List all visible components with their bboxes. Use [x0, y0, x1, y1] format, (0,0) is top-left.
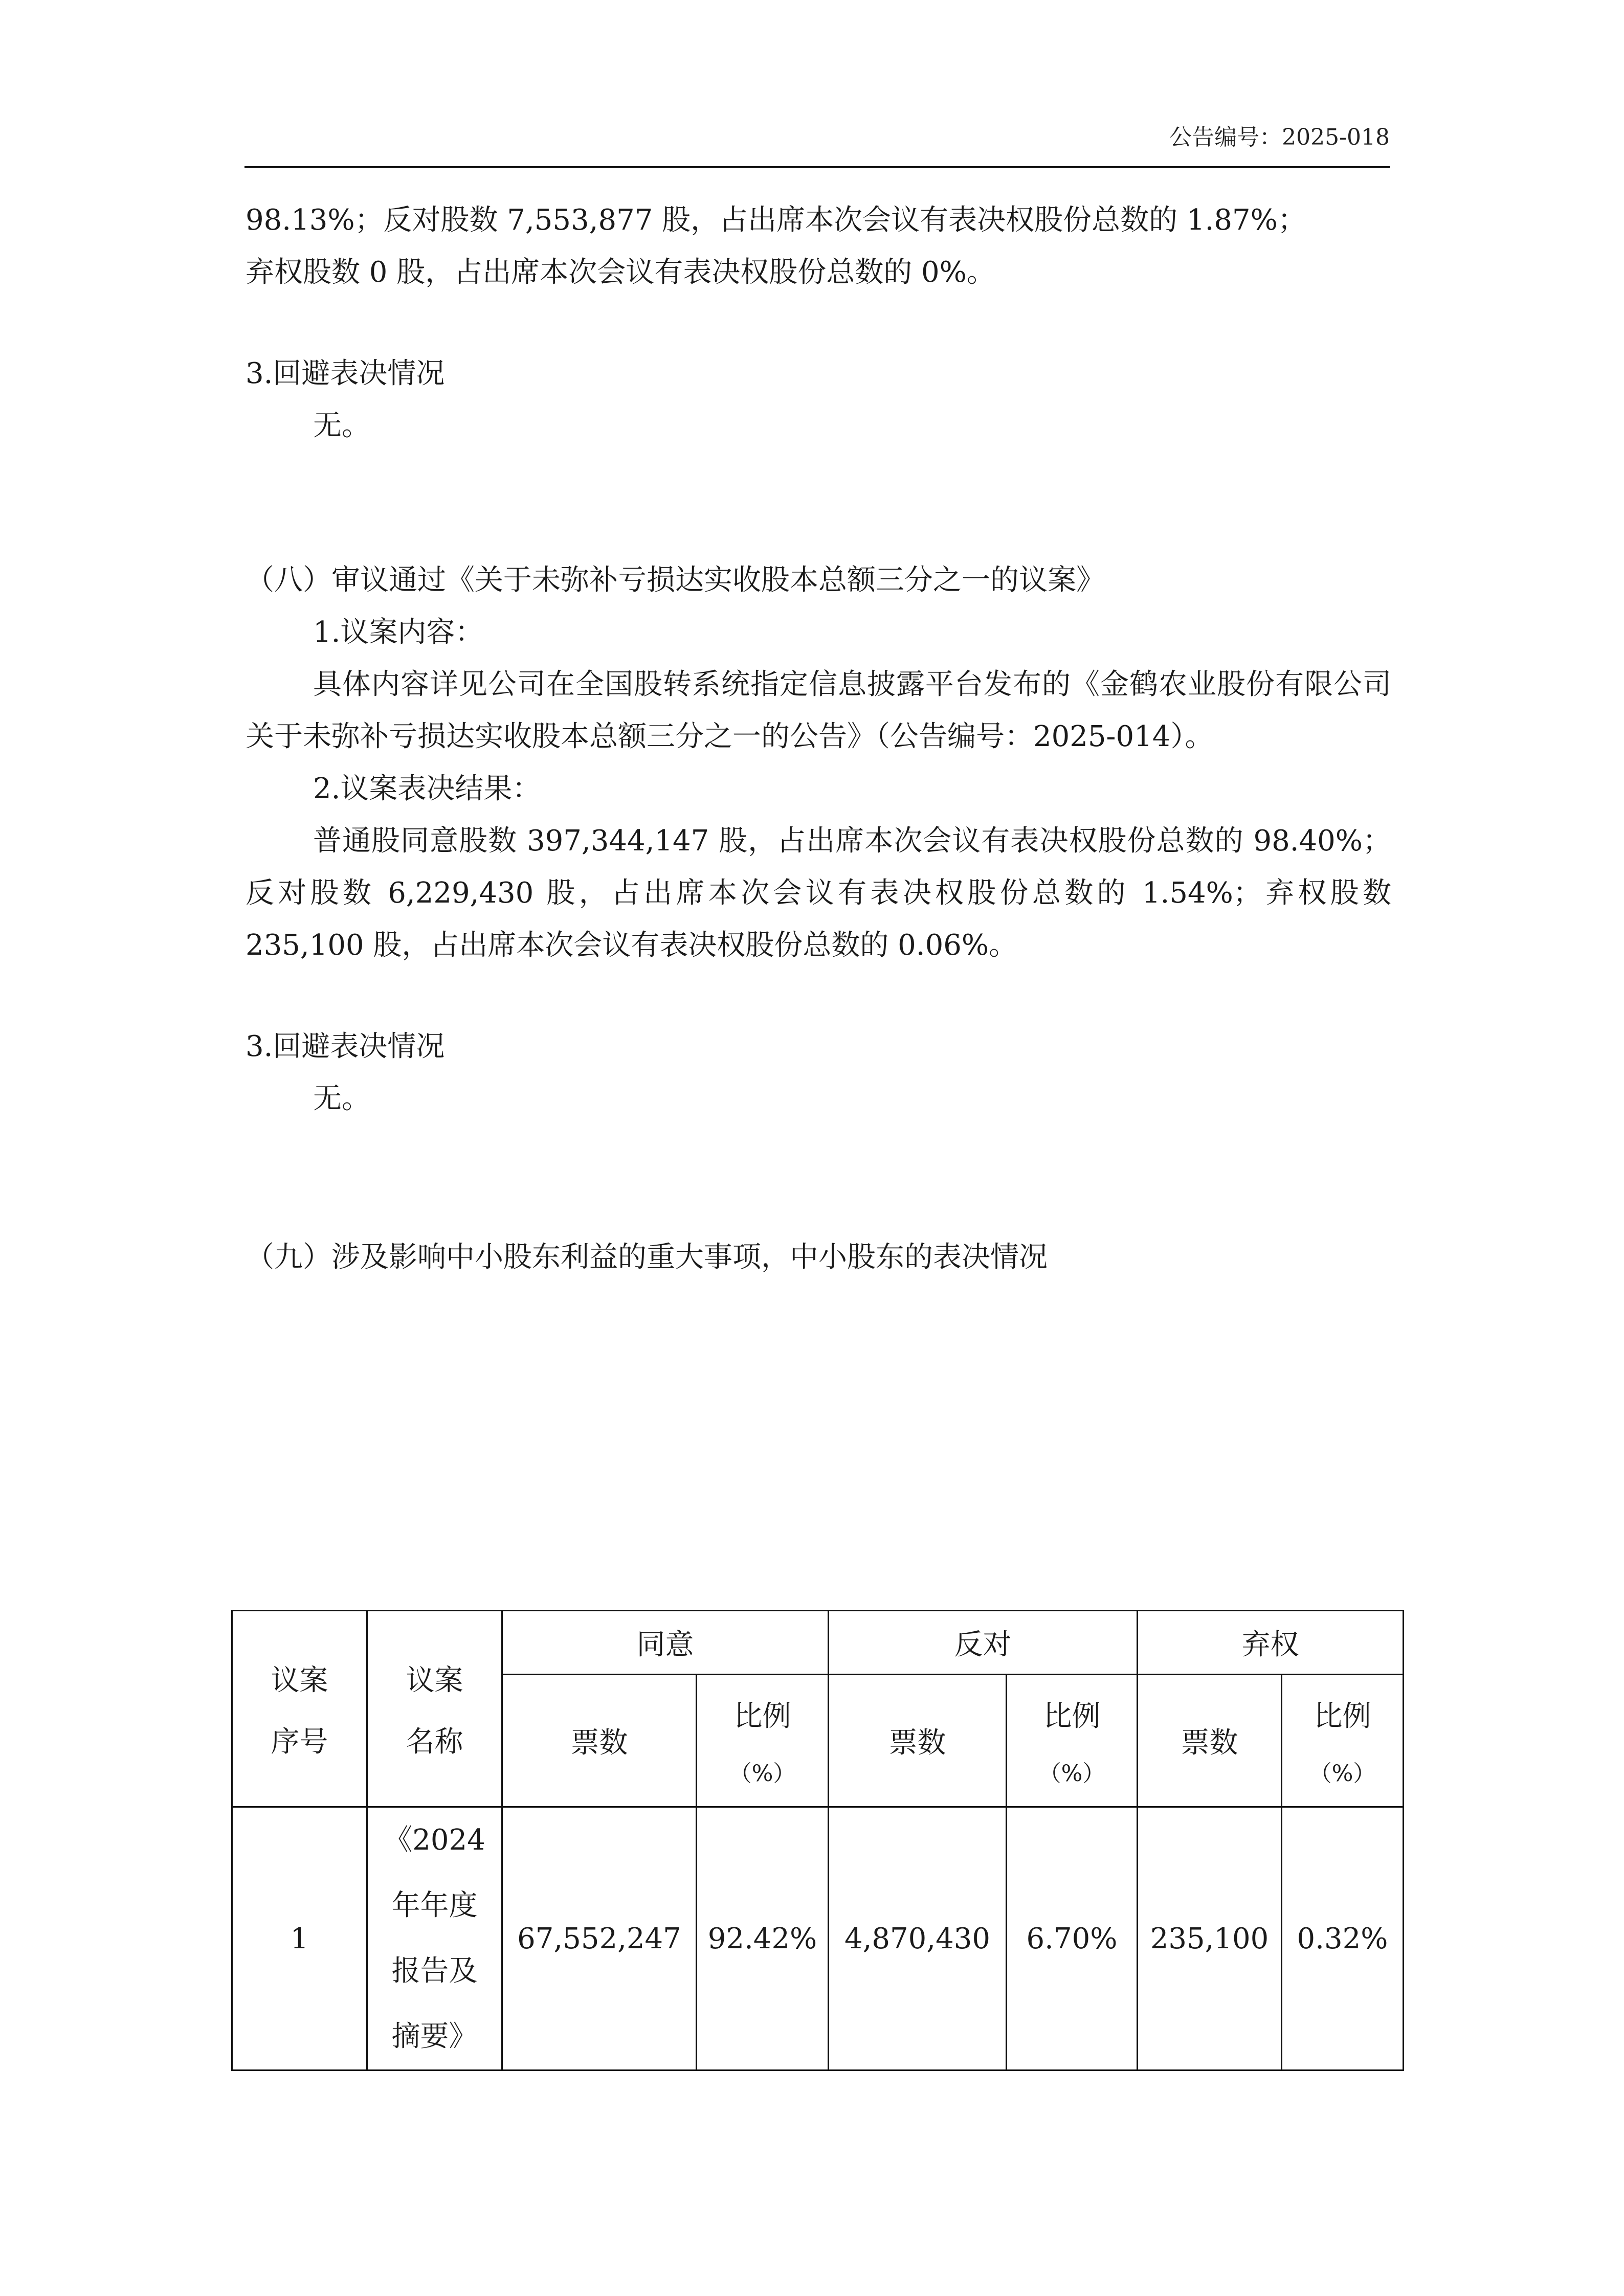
header-name-line: 议案	[406, 1663, 463, 1697]
row-agree-votes: 67,552,247	[502, 1807, 697, 2070]
section-title: （九）涉及影响中小股东利益的重大事项，中小股东的表决情况	[246, 1241, 1048, 1274]
document-body	[246, 194, 1391, 1284]
row-abstain-ratio: 0.32%	[1282, 1807, 1404, 2070]
row-name-line: 年年度	[391, 1889, 478, 1922]
subsection-title: 3.回避表决情况	[246, 1030, 445, 1063]
minority-vote-table	[231, 1610, 1404, 2071]
announcement-code: 公告编号：2025-018	[1169, 124, 1390, 150]
spacer	[246, 972, 1391, 1021]
header-agree-ratio	[697, 1675, 829, 1807]
header-divider	[244, 166, 1390, 168]
item-paragraph: 具体内容详见公司在全国股转系统指定信息披露平台发布的《金鹤农业股份有限公司关于未弥补亏损达实收股本总额三分之一的公告》（公告编号：2025-014）。	[246, 668, 1391, 753]
percent-unit: （%）	[1309, 1761, 1376, 1787]
row-name-line: 《2024	[384, 1824, 485, 1857]
row-abstain-votes: 235,100	[1138, 1807, 1282, 2070]
header-seq	[232, 1611, 367, 1807]
header-agree-votes: 票数	[502, 1675, 697, 1807]
subsection-title: 3.回避表决情况	[246, 357, 445, 390]
subsection-body: 无。	[313, 409, 370, 442]
subsection-body: 无。	[313, 1082, 370, 1115]
header-abstain-ratio	[1282, 1675, 1404, 1807]
header-abstain: 弃权	[1138, 1611, 1404, 1675]
paragraph-line: 弃权股数 0 股，占出席本次会议有表决权股份总数的 0%。	[246, 256, 995, 289]
ratio-label: 比例	[733, 1700, 791, 1733]
header-abstain-votes: 票数	[1138, 1675, 1282, 1807]
percent-unit: （%）	[729, 1761, 796, 1787]
spacer	[246, 299, 1391, 348]
header-against-votes: 票数	[829, 1675, 1007, 1807]
section-title: （八）审议通过《关于未弥补亏损达实收股本总额三分之一的议案》	[246, 564, 1105, 597]
ratio-label: 比例	[1043, 1700, 1101, 1733]
header-seq-line: 序号	[271, 1725, 328, 1759]
item-paragraph: 普通股同意股数 397,344,147 股，占出席本次会议有表决权股份总数的 98.40%；反对股数 6,229,430 股，占出席本次会议有表决权股份总数的 1.54%；弃权股数 235,100 股，占出席本次会议有表决权股份总数的 0.06%。	[246, 824, 1391, 962]
row-against-votes: 4,870,430	[829, 1807, 1007, 2070]
row-seq: 1	[232, 1807, 367, 2070]
spacer	[246, 452, 1391, 554]
spacer	[246, 1125, 1391, 1231]
ratio-label: 比例	[1314, 1700, 1371, 1733]
row-name	[367, 1807, 502, 2070]
row-against-ratio: 6.70%	[1007, 1807, 1138, 2070]
header-seq-line: 议案	[271, 1663, 328, 1697]
table-header-row	[232, 1611, 1404, 1675]
percent-unit: （%）	[1038, 1761, 1105, 1787]
row-name-line: 摘要》	[391, 2020, 478, 2053]
header-against: 反对	[829, 1611, 1138, 1675]
row-name-line: 报告及	[391, 1954, 478, 1988]
item-heading: 2.议案表决结果：	[313, 772, 541, 805]
header-against-ratio	[1007, 1675, 1138, 1807]
paragraph-line: 98.13%；反对股数 7,553,877 股，占出席本次会议有表决权股份总数的 1.87%；	[246, 204, 1306, 237]
table-row	[232, 1807, 1404, 2070]
item-heading: 1.议案内容：	[313, 616, 484, 649]
header-name	[367, 1611, 502, 1807]
header-agree: 同意	[502, 1611, 829, 1675]
header-name-line: 名称	[406, 1725, 463, 1759]
row-agree-ratio: 92.42%	[697, 1807, 829, 2070]
